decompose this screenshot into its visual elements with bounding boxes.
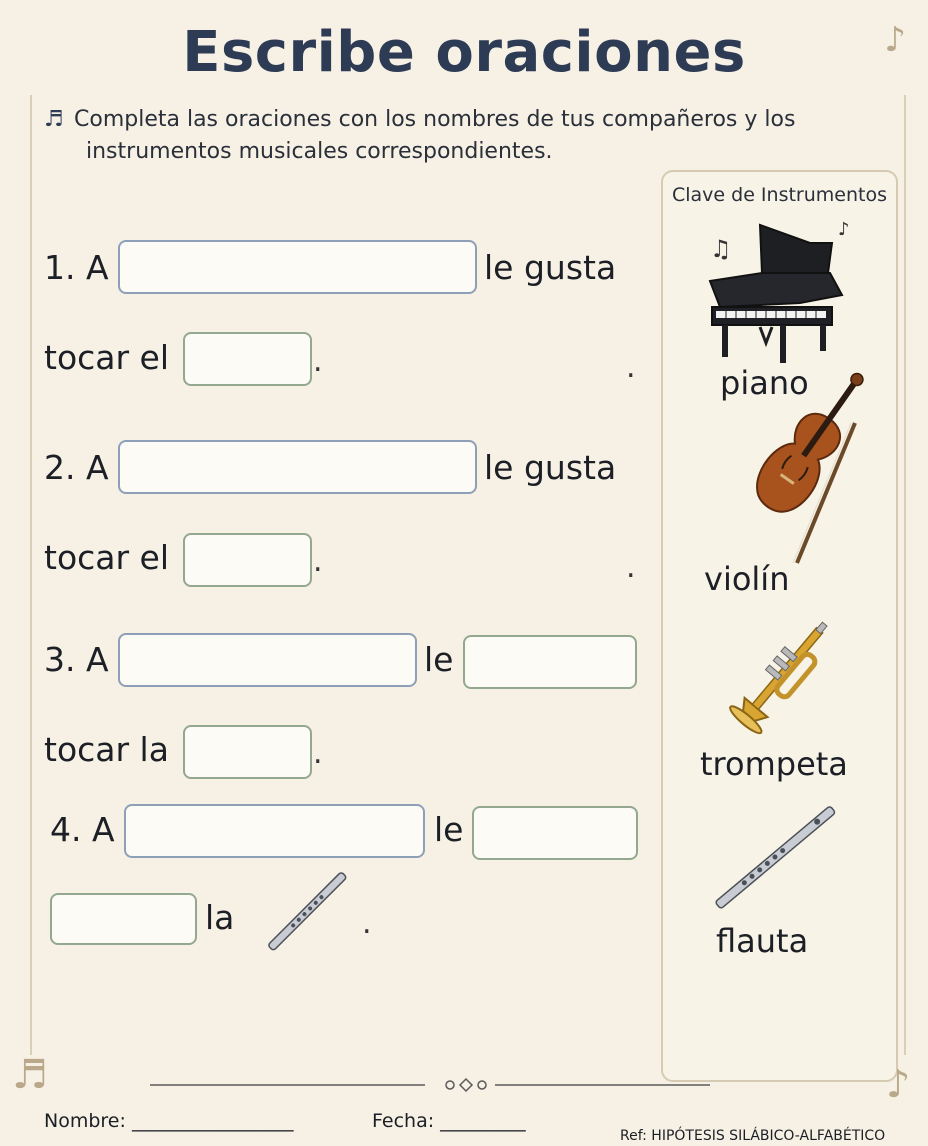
instructions-line-2: instrumentos musicales correspondientes. xyxy=(86,139,553,164)
sentence-3-number: 3. A xyxy=(44,640,109,679)
sentence-4-period: . xyxy=(362,906,372,941)
date-label xyxy=(372,1110,526,1132)
frame-line-left xyxy=(30,95,32,1055)
music-note-icon: ♪ xyxy=(886,1062,911,1106)
date-label-text: Fecha: xyxy=(372,1110,435,1132)
ornament-divider xyxy=(150,1070,710,1100)
sentence-2-trailing-period: . xyxy=(626,550,636,585)
name-line[interactable]: _________________ xyxy=(131,1110,294,1132)
music-note-icon: ♪ xyxy=(884,20,906,60)
date-line[interactable]: _________ xyxy=(440,1110,526,1132)
sentence-4-name-box[interactable] xyxy=(124,804,425,858)
instructions-line-1: Completa las oraciones con los nombres de tus compañeros y los xyxy=(74,107,796,132)
flute-key-icon xyxy=(710,795,840,920)
piano-icon xyxy=(700,215,860,370)
sentence-4-start-box[interactable] xyxy=(50,893,197,945)
sentence-1-number: 1. A xyxy=(44,248,109,287)
sentence-1-mid: le gusta xyxy=(484,248,617,287)
sentence-4-end: la xyxy=(205,898,235,937)
frame-line-right xyxy=(904,95,906,1055)
trumpet-icon xyxy=(720,598,850,748)
sentence-1-period: . xyxy=(313,344,323,379)
double-note-icon: ♬ xyxy=(44,107,64,132)
svg-text:♪: ♪ xyxy=(838,219,850,240)
sentence-2-period: . xyxy=(313,544,323,579)
instrument-label-piano: piano xyxy=(720,364,809,402)
sentence-2-name-box[interactable] xyxy=(118,440,477,494)
instrument-label-trumpet: trompeta xyxy=(700,745,848,783)
page-title: Escribe oraciones xyxy=(182,20,746,85)
sentence-1-instrument-box[interactable] xyxy=(183,332,312,386)
sentence-1-end: tocar el xyxy=(44,338,170,377)
sentence-2-end: tocar el xyxy=(44,538,170,577)
sentence-3-verb-box[interactable] xyxy=(463,635,637,689)
violin-icon xyxy=(735,368,865,568)
music-note-icon: ♬ xyxy=(12,1052,48,1098)
sentence-3-mid: le xyxy=(424,640,454,679)
instrument-label-violin: violín xyxy=(704,560,790,598)
sentence-2-number: 2. A xyxy=(44,448,109,487)
reference-note: Ref: HIPÓTESIS SILÁBICO-ALFABÉTICO xyxy=(620,1128,886,1144)
instructions xyxy=(44,104,844,168)
sentence-2-instrument-box[interactable] xyxy=(183,533,312,587)
instrument-key-title: Clave de Instrumentos xyxy=(671,184,887,206)
sentence-1-name-box[interactable] xyxy=(118,240,477,294)
sentence-1-trailing-period: . xyxy=(626,350,636,385)
sentence-4-verb-box[interactable] xyxy=(472,806,638,860)
sentence-4-mid: le xyxy=(434,810,464,849)
sentence-4-number: 4. A xyxy=(50,810,115,849)
instrument-label-flute: flauta xyxy=(716,922,809,960)
sentence-3-instrument-box[interactable] xyxy=(183,725,312,779)
name-label xyxy=(44,1110,293,1132)
flute-icon xyxy=(258,862,358,962)
sentence-3-end: tocar la xyxy=(44,730,169,769)
sentence-3-name-box[interactable] xyxy=(118,633,417,687)
sentence-2-mid: le gusta xyxy=(484,448,617,487)
sentence-3-period: . xyxy=(313,736,323,771)
name-label-text: Nombre: xyxy=(44,1110,126,1132)
svg-text:♫: ♫ xyxy=(710,235,732,263)
